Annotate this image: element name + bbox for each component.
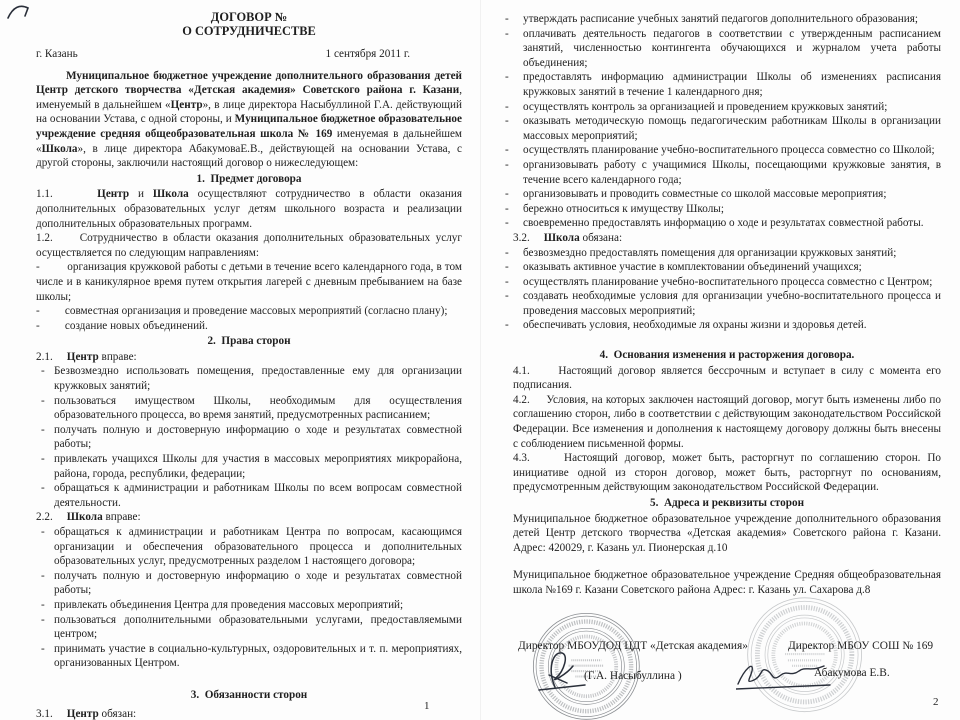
page-2-body <box>505 12 941 598</box>
doc-paragraph: Муниципальное бюджетное образовательное учреждение дополнительного образования детей Центр детского творчества «Детская академия» Советского района г. Казани. Адрес: 420029, г. Казань ул. Пионерская д.10 <box>513 512 941 554</box>
dash-marker: - <box>505 13 509 25</box>
dash-marker: - <box>505 202 509 215</box>
doc-paragraph: Муниципальное бюджетное образовательное учреждение Средняя общеобразовательная школа №169 г. Казани Советского района Адрес: г. Казань ул. Сахарова д.8 <box>513 569 941 596</box>
dash-item: - обеспечивать условия, необходимые ля охраны жизни и здоровья детей. <box>505 319 867 332</box>
dash-marker: - <box>505 261 509 274</box>
dash-item: - создание новых объединений. <box>36 319 208 332</box>
dash-item: - обращаться к администрации и работникам Центра по вопросам, касающимся организации и обеспечения образовательного процесса и дополнительных образовательных услуг, предусмотренных разделом 1 настоящего договора; <box>41 526 462 568</box>
doc-city: г. Казань <box>36 48 78 60</box>
numbered-clause: 4.1. Настоящий договор является бессрочным и вступает в силу с момента его подписания. <box>513 364 941 392</box>
dash-item: - получать полную и достоверную информацию о ходе и результатах совместной работы; <box>41 423 462 451</box>
dash-marker: - <box>41 394 45 407</box>
numbered-clause: 3.1. Центр обязан: <box>36 707 137 720</box>
dash-item: - обращаться к администрации и работникам Школы по всем вопросам совместной деятельности. <box>41 482 462 509</box>
section-heading: 2. Права сторон <box>207 335 291 348</box>
dash-item: - совместная организация и проведение массовых мероприятий (согласно плану); <box>36 305 448 318</box>
numbered-clause: 2.2. Школа вправе: <box>36 511 141 524</box>
dash-item: - организовывать и проводить совместные со школой массовые мероприятия; <box>505 188 887 201</box>
page-2-content <box>505 5 941 598</box>
signatory-name-left: (Г.А. Насыбуллина ) <box>584 670 682 682</box>
dash-item: - безвозмездно предоставлять помещения для организации кружковых занятий; <box>505 246 897 259</box>
dash-item: - предоставлять информацию администрации Школы об изменениях расписания кружковых занятий в течение 1 календарного дня; <box>505 71 941 98</box>
signatory-title-left: Директор МБОУДОД ЦДТ «Детская академия» <box>518 640 748 652</box>
page-2 <box>480 0 960 720</box>
dash-item: - бережно относиться к имуществу Школы; <box>505 202 724 215</box>
dash-item: - организовывать работу с учащимися Школы, посещающими кружковые занятия, в течение всего календарного года; <box>505 158 941 186</box>
dash-marker: - <box>505 319 509 332</box>
dash-item: - осуществлять планирование учебно-воспитательного процесса совместно со Школой; <box>505 144 935 157</box>
numbered-clause: 4.2. Условия, на которых заключен настоящий договор, могут быть изменены либо по соглашению сторон, либо в соответствии с действующим законодательством Российской Федерации. Все изменения и дополнения к настоящему договору должны быть внесены с соблюдением письменной формы. <box>513 393 941 450</box>
spacer <box>36 671 462 687</box>
dash-marker: - <box>505 275 509 288</box>
signatory-title-right: Директор МБОУ СОШ № 169 <box>788 640 934 652</box>
city-date-row <box>36 47 462 62</box>
page-number: 1 <box>424 700 430 712</box>
dash-item: - оплачивать деятельность педагогов в соответствии с утвержденным расписанием занятий, численностью контингента обучающихся и журналом учета работы объединения; <box>505 27 941 69</box>
dash-marker: - <box>505 217 509 230</box>
section-heading: 5. Адреса и реквизиты сторон <box>649 497 805 509</box>
dash-marker: - <box>505 144 509 157</box>
dash-marker: - <box>505 158 509 171</box>
dash-marker: - <box>41 482 45 495</box>
doc-date: 1 сентября 2011 г. <box>325 48 410 60</box>
spacer <box>513 555 941 568</box>
dash-item: - привлекать учащихся Школы для участия в массовых мероприятиях микрорайона, района, города, республики, федерации; <box>41 453 462 480</box>
dash-item: - создавать необходимые условия для организации учебно-воспитательного процесса и проведения массовых мероприятий; <box>505 290 941 317</box>
dash-marker: - <box>41 526 45 538</box>
numbered-clause: 1.2. Сотрудничество в области оказания дополнительных образовательных услуг осуществляется по следующим направлениям: <box>36 232 462 259</box>
dash-item: - принимать участие в социально-культурных, оздоровительных и т. п. мероприятиях, организованных Центром. <box>41 642 462 670</box>
dash-item: - утверждать расписание учебных занятий педагогов дополнительного образования; <box>505 13 918 25</box>
section-heading: 4. Основания изменения и расторжения договора. <box>599 349 855 362</box>
numbered-clause: 4.3. Настоящий договор, может быть, расторгнут по соглашению сторон. По инициативе одной из сторон договор, может быть, расторгнут по основаниям, предусмотренным действующим законодательством Российской Федерации. <box>513 452 941 494</box>
dash-item: - привлекать объединения Центра для проведения массовых мероприятий; <box>41 598 404 611</box>
handwritten-signature <box>533 645 591 693</box>
dash-item: - оказывать методическую помощь педагогическим работникам Школы в организации массовых мероприятий; <box>505 115 941 142</box>
dash-marker: - <box>505 115 509 128</box>
dash-item: - осуществлять контроль за организацией и проведением кружковых занятий; <box>505 100 888 113</box>
numbered-clause: 2.1. Центр вправе: <box>36 350 137 363</box>
section-heading: 1. Предмет договора <box>196 172 302 185</box>
dash-item: - своевременно предоставлять информацию о ходе и результатах совместной работы. <box>505 217 924 230</box>
dash-item: - пользоваться дополнительными образовательными услугами, предоставляемыми центром; <box>41 613 462 641</box>
page-number: 2 <box>933 696 939 708</box>
dash-item: - получать полную и достоверную информацию о ходе и результатах совместной работы; <box>41 569 462 597</box>
page-1-body <box>36 69 462 720</box>
handwritten-signature <box>736 658 836 694</box>
numbered-clause: 1.1. Центр и Школа осуществляют сотрудничество в области оказания дополнительных образовательных услуг детям школьного возраста и реализации дополнительных образовательных программ. <box>36 188 463 230</box>
section-heading: 3. Обязанности сторон <box>190 688 308 701</box>
dash-marker: - <box>41 423 45 436</box>
page-1-content <box>36 10 462 720</box>
dash-marker: - <box>41 365 45 378</box>
dash-marker: - <box>41 642 45 655</box>
doc-title-line2: О СОТРУДНИЧЕСТВЕ <box>182 24 316 38</box>
dash-marker: - <box>41 569 45 582</box>
dash-marker: - <box>505 188 509 201</box>
doc-paragraph: Муниципальное бюджетное учреждение дополнительного образования детей Центр детского творчества «Детская академия» Советского района г. Казани, именуемый в дальнейшем «Центр», в лице директора Насыбуллиной Г.А. действующий на основании Устава, с одной стороны, и Муниципальное бюджетное образовательное учреждение средняя общеобразовательная школа № 169 именуемая в дальнейшем «Школа», в лице директора АбакумоваЕ.В., действующей на основании Устава, с другой стороны, заключили настоящий договор о нижеследующем: <box>36 69 462 170</box>
dash-item: - Безвозмездно использовать помещения, предоставленные ему для организации кружковых занятий; <box>41 365 462 393</box>
dash-marker: - <box>41 453 45 466</box>
dash-marker: - <box>505 27 509 40</box>
dash-marker: - <box>505 100 509 113</box>
pen-mark <box>6 2 32 22</box>
dash-marker: - <box>505 290 509 303</box>
dash-marker: - <box>505 246 509 259</box>
numbered-clause: 3.2. Школа обязана: <box>513 231 623 244</box>
dash-marker: - <box>505 71 509 84</box>
dash-item: - оказывать активное участие в комплектовании объединений учащихся; <box>505 261 862 274</box>
dash-item: - пользоваться имуществом Школы, необходимым для осуществления образовательного процесса, во время занятий, предусмотренных расписанием; <box>41 394 462 422</box>
dash-marker: - <box>41 598 45 611</box>
doc-title-line1: ДОГОВОР № <box>210 10 288 24</box>
dash-item: - организация кружковой работы с детьми в течение всего календарного года, в том числе и в каникулярное время путем открытия лагерей с дневным пребыванием на базе школы; <box>36 261 462 303</box>
signatory-name-right: Абакумова Е.В. <box>814 667 890 679</box>
spacer <box>513 333 941 347</box>
dash-item: - осуществлять планирование учебно-воспитательного процесса совместно с Центром; <box>505 275 933 288</box>
dash-marker: - <box>41 613 45 626</box>
